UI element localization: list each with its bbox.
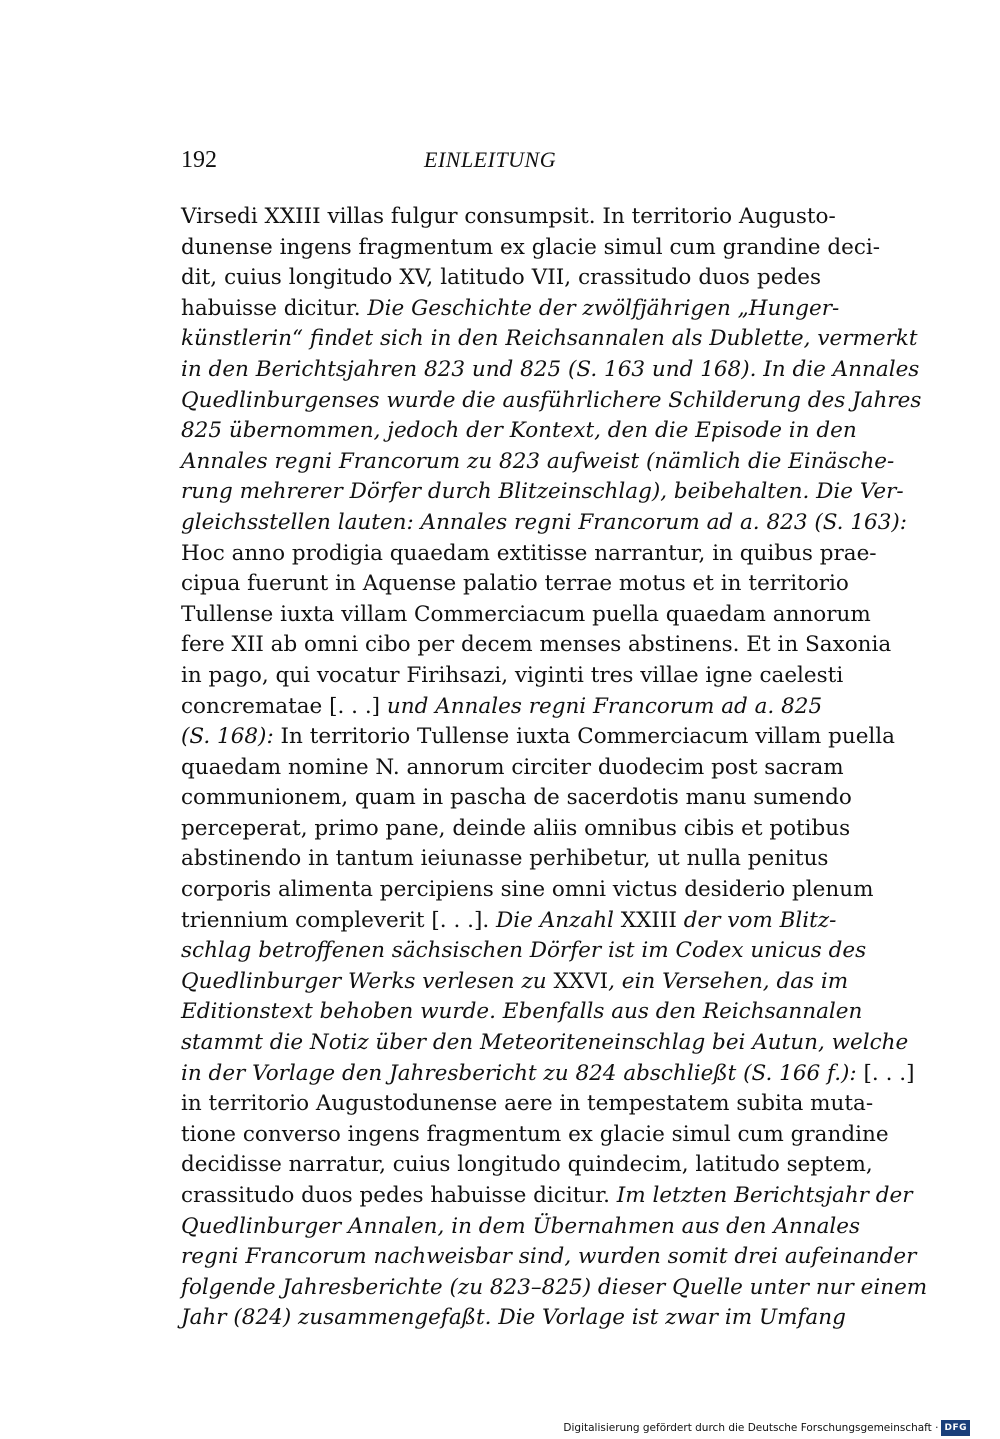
- text-line: [181, 294, 840, 325]
- roman-segment: perceperat, primo pane, deinde aliis omnibus cibis et potibus: [181, 815, 851, 841]
- roman-segment: in pago, qui vocatur Firihsazi, viginti tres villae igne caelesti: [181, 662, 844, 688]
- roman-segment: quaedam nomine N. annorum circiter duodecim post sacram: [181, 754, 844, 780]
- roman-segment: dit, cuius longitudo XV, latitudo VII, crassitudo duos pedes: [181, 265, 821, 291]
- italic-segment: , ein Versehen, das im: [608, 968, 849, 994]
- italic-segment: Im letzten Berichtsjahr der: [616, 1183, 913, 1208]
- roman-segment: XXVI: [553, 968, 609, 994]
- text-line: [181, 1150, 873, 1181]
- text-line: [181, 1028, 909, 1059]
- text-line: [181, 447, 895, 478]
- text-line: [181, 630, 892, 661]
- italic-segment: schlag betroffenen sächsischen Dörfer ist im Codex unicus des: [181, 938, 867, 964]
- text-line: [181, 386, 922, 417]
- text-line: [181, 324, 918, 355]
- text-line: [181, 539, 877, 570]
- page-number: 192: [181, 147, 217, 173]
- text-line: [181, 814, 851, 845]
- roman-segment: triennium compleverit [. . .].: [181, 907, 497, 933]
- text-line: [181, 600, 871, 631]
- roman-segment: habuisse dicitur.: [181, 295, 368, 321]
- text-line: [181, 416, 857, 447]
- italic-segment: gleichsstellen lauten: Annales regni Francorum ad a. 823 (S. 163):: [181, 509, 908, 535]
- roman-segment: crassitudo duos pedes habuisse dicitur.: [181, 1183, 617, 1208]
- italic-segment: Jahr (824) zusammengefaßt. Die Vorlage ist zwar im Umfang: [181, 1305, 846, 1331]
- roman-segment: cipua fuerunt in Aquense palatio terrae motus et in territorio: [181, 571, 849, 597]
- body-text: [181, 202, 928, 1334]
- footer-credit: [563, 1420, 970, 1436]
- italic-segment: stammt die Notiz über den Meteoriteneinschlag bei Autun, welche: [181, 1030, 909, 1056]
- text-line: [181, 355, 920, 386]
- italic-segment: der vom Blitz-: [683, 907, 837, 933]
- italic-segment: und Annales regni Francorum ad a. 825: [386, 693, 823, 719]
- text-line: [181, 569, 849, 600]
- roman-segment: Hoc anno prodigia quaedam extitisse narrantur, in quibus prae-: [181, 540, 877, 566]
- italic-segment: Annales regni Francorum zu 823 aufweist (nämlich die Einäsche-: [181, 448, 895, 474]
- footer-credit-text: Digitalisierung gefördert durch die Deutsche Forschungsgemeinschaft ·: [563, 1422, 939, 1434]
- italic-segment: in den Berichtsjahren 823 und 825 (S. 163 und 168). In die Annales: [181, 356, 920, 382]
- text-line: [181, 753, 844, 784]
- text-line: [181, 844, 829, 875]
- text-line: [181, 1181, 913, 1212]
- italic-segment: künstlerin“ findet sich in den Reichsannalen als Dublette, vermerkt: [181, 326, 918, 352]
- text-line: [181, 202, 836, 233]
- text-line: [181, 997, 863, 1028]
- italic-segment: rung mehrerer Dörfer durch Blitzeinschlag), beibehalten. Die Ver-: [181, 479, 904, 505]
- roman-segment: fere XII ab omni cibo per decem menses abstinens. Et in Saxonia: [181, 632, 892, 658]
- text-line: [181, 722, 895, 753]
- text-line: [181, 1273, 928, 1304]
- text-line: [181, 1120, 889, 1151]
- running-title: EINLEITUNG: [424, 147, 557, 172]
- roman-segment: Virsedi XXIII villas fulgur consumpsit. In territorio Augusto-: [181, 204, 836, 229]
- text-line: [181, 875, 874, 906]
- text-line: [181, 692, 821, 723]
- text-line: [181, 233, 881, 264]
- roman-segment: Tullense iuxta villam Commerciacum puella quaedam annorum: [181, 601, 871, 627]
- text-line: [181, 1059, 915, 1090]
- text-line: [181, 1242, 917, 1273]
- italic-segment: Editionstext behoben wurde. Ebenfalls aus den Reichsannalen: [181, 999, 863, 1025]
- text-line: [181, 967, 849, 998]
- italic-segment: (S. 168):: [181, 724, 281, 750]
- roman-segment: corporis alimenta percipiens sine omni victus desiderio plenum: [181, 877, 874, 903]
- italic-segment: regni Francorum nachweisbar sind, wurden somit drei aufeinander: [181, 1244, 917, 1270]
- text-line: [181, 936, 867, 967]
- text-line: [181, 508, 908, 539]
- text-line: [181, 783, 852, 814]
- italic-segment: Die Geschichte der zwölfjährigen „Hunger-: [367, 295, 840, 321]
- italic-segment: in der Vorlage den Jahresbericht zu 824 abschließt (S. 166 f.):: [181, 1060, 864, 1086]
- roman-segment: In territorio Tullense iuxta Commerciacum villam puella: [280, 724, 895, 750]
- text-line: [181, 477, 904, 508]
- dfg-logo-icon: DFG: [941, 1420, 970, 1436]
- text-line: [181, 1303, 846, 1334]
- italic-segment: 825 übernommen, jedoch der Kontext, den die Episode in den: [181, 418, 857, 444]
- italic-segment: Quedlinburgenses wurde die ausführlichere Schilderung des Jahres: [181, 387, 922, 413]
- text-line: [181, 1212, 861, 1243]
- roman-segment: XXIII: [620, 907, 684, 933]
- italic-segment: Die Anzahl: [496, 907, 621, 933]
- roman-segment: communionem, quam in pascha de sacerdotis manu sumendo: [181, 785, 852, 811]
- roman-segment: concrematae [. . .]: [181, 693, 387, 719]
- roman-segment: dunense ingens fragmentum ex glacie simul cum grandine deci-: [181, 234, 881, 260]
- roman-segment: [. . .]: [863, 1060, 915, 1086]
- italic-segment: folgende Jahresberichte (zu 823–825) dieser Quelle unter nur einem: [181, 1274, 928, 1300]
- italic-segment: Quedlinburger Annalen, in dem Übernahmen aus den Annales: [181, 1213, 861, 1239]
- text-line: [181, 906, 837, 937]
- text-line: [181, 661, 844, 692]
- roman-segment: tione converso ingens fragmentum ex glacie simul cum grandine: [181, 1121, 889, 1147]
- text-line: [181, 263, 821, 294]
- text-line: [181, 1089, 874, 1120]
- roman-segment: decidisse narratur, cuius longitudo quindecim, latitudo septem,: [181, 1152, 873, 1178]
- roman-segment: abstinendo in tantum ieiunasse perhibetur, ut nulla penitus: [181, 846, 829, 872]
- italic-segment: Quedlinburger Werks verlesen zu: [181, 968, 554, 994]
- roman-segment: in territorio Augustodunense aere in tempestatem subita muta-: [181, 1091, 874, 1117]
